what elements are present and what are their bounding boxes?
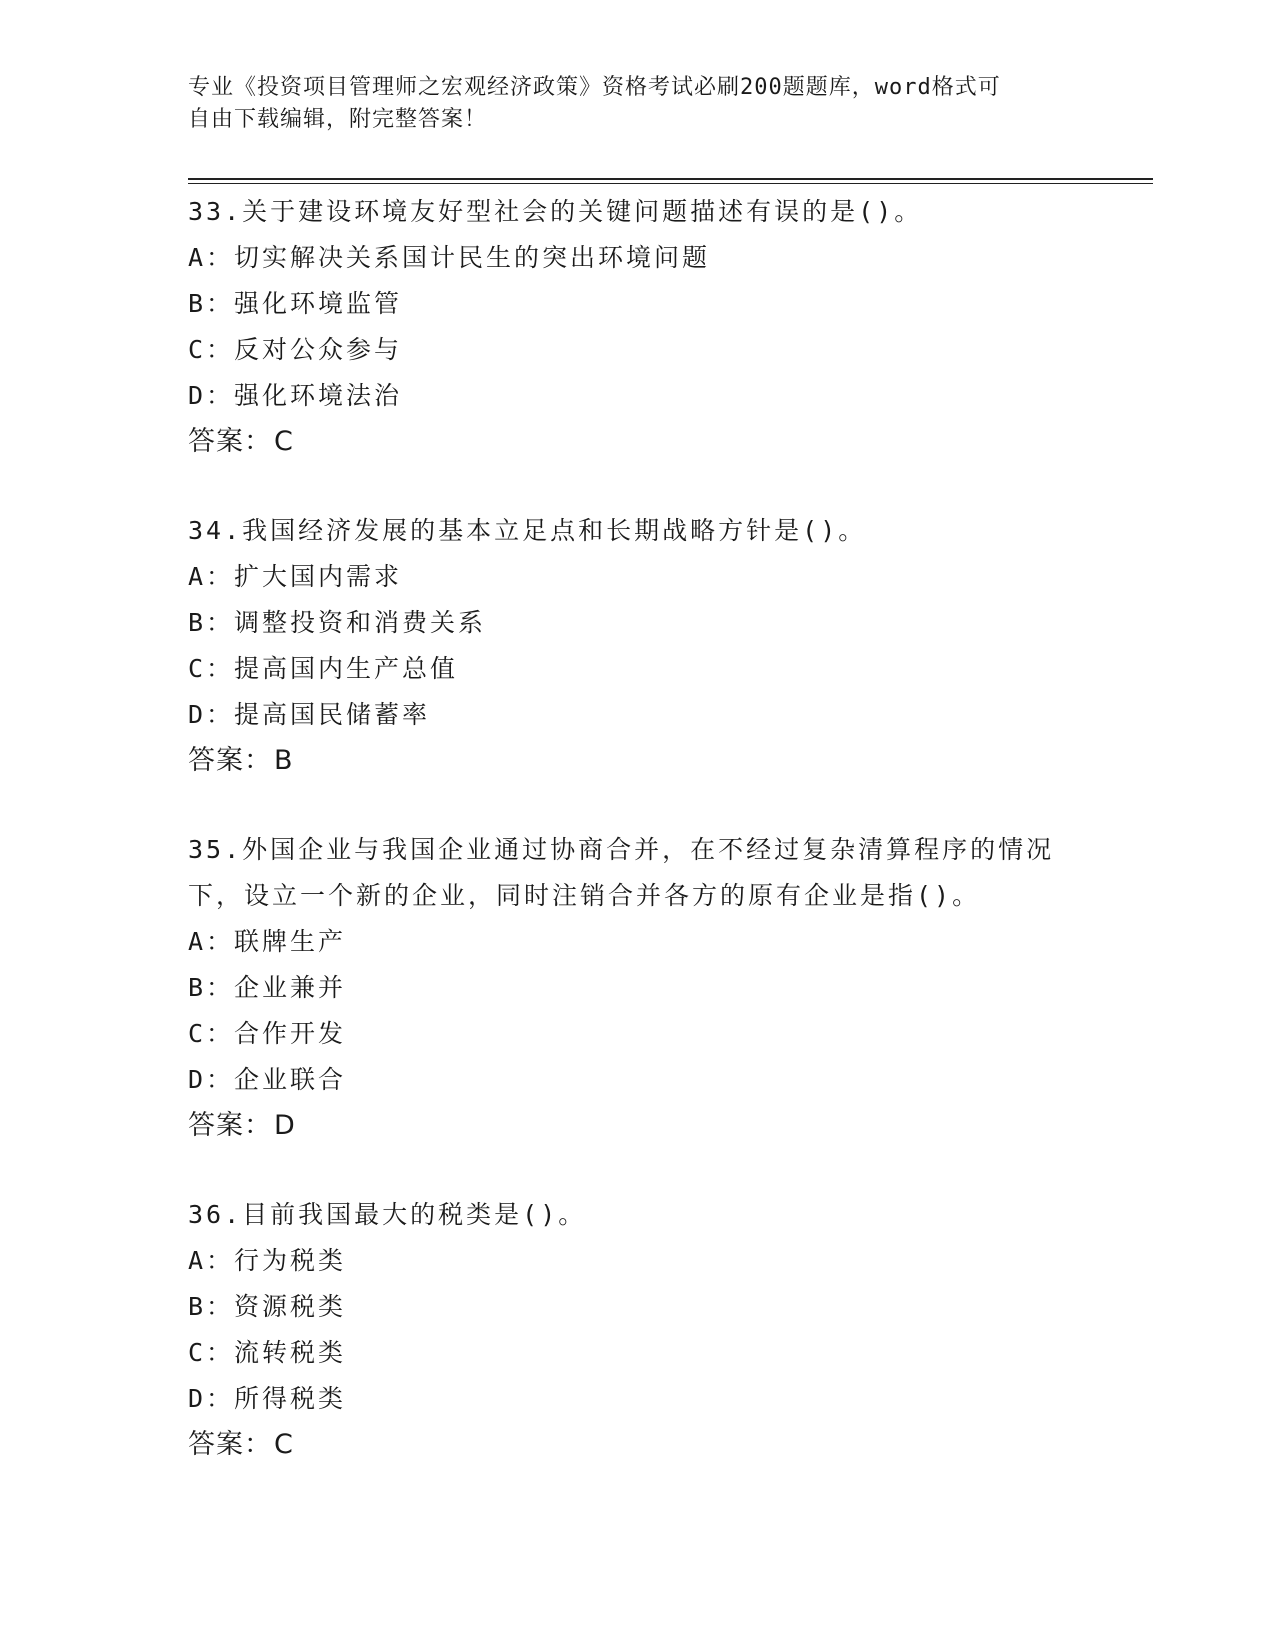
header-line-2: 自由下载编辑，附完整答案！ (188, 107, 488, 132)
option-c: C：反对公众参与 (188, 335, 403, 364)
question-stem: 34.我国经济发展的基本立足点和长期战略方针是()。 (188, 516, 867, 545)
answer-value: C (274, 426, 294, 457)
header-divider-thick (188, 178, 1153, 180)
header-line-1: 专业《投资项目管理师之宏观经济政策》资格考试必刷200题题库，word格式可 (188, 75, 1001, 100)
option-b: B：强化环境监管 (188, 289, 403, 318)
answer-value: B (274, 745, 294, 776)
question-stem: 36.目前我国最大的税类是()。 (188, 1200, 587, 1229)
question-list (188, 189, 1088, 1511)
answer-label: 答案： (188, 1110, 272, 1141)
option-a: A：切实解决关系国计民生的突出环境问题 (188, 243, 711, 272)
question-34 (188, 508, 1088, 784)
answer-line (188, 1422, 1088, 1468)
option-a: A：行为税类 (188, 1246, 347, 1275)
document-header (188, 72, 1088, 136)
option-d: D：强化环境法治 (188, 381, 403, 410)
option-d: D：企业联合 (188, 1065, 347, 1094)
question-36 (188, 1192, 1088, 1468)
answer-label: 答案： (188, 426, 272, 457)
question-stem: 33.关于建设环境友好型社会的关键问题描述有误的是()。 (188, 197, 923, 226)
answer-line (188, 419, 1088, 465)
option-d: D：所得税类 (188, 1384, 347, 1413)
option-a: A：扩大国内需求 (188, 562, 403, 591)
option-b: B：调整投资和消费关系 (188, 608, 487, 637)
question-33 (188, 189, 1088, 465)
option-b: B：资源税类 (188, 1292, 347, 1321)
answer-label: 答案： (188, 745, 272, 776)
option-a: A：联牌生产 (188, 927, 347, 956)
header-divider-thin (188, 183, 1153, 184)
answer-value: D (274, 1110, 296, 1141)
option-d: D：提高国民储蓄率 (188, 700, 431, 729)
option-b: B：企业兼并 (188, 973, 347, 1002)
option-c: C：流转税类 (188, 1338, 347, 1367)
question-stem-continued: 下，设立一个新的企业，同时注销合并各方的原有企业是指()。 (188, 881, 981, 910)
answer-label: 答案： (188, 1429, 272, 1460)
answer-line (188, 1103, 1088, 1149)
option-c: C：合作开发 (188, 1019, 347, 1048)
question-stem: 35.外国企业与我国企业通过协商合并，在不经过复杂清算程序的情况 (188, 835, 1055, 864)
question-35 (188, 827, 1088, 1149)
answer-value: C (274, 1429, 294, 1460)
option-c: C：提高国内生产总值 (188, 654, 459, 683)
answer-line (188, 738, 1088, 784)
